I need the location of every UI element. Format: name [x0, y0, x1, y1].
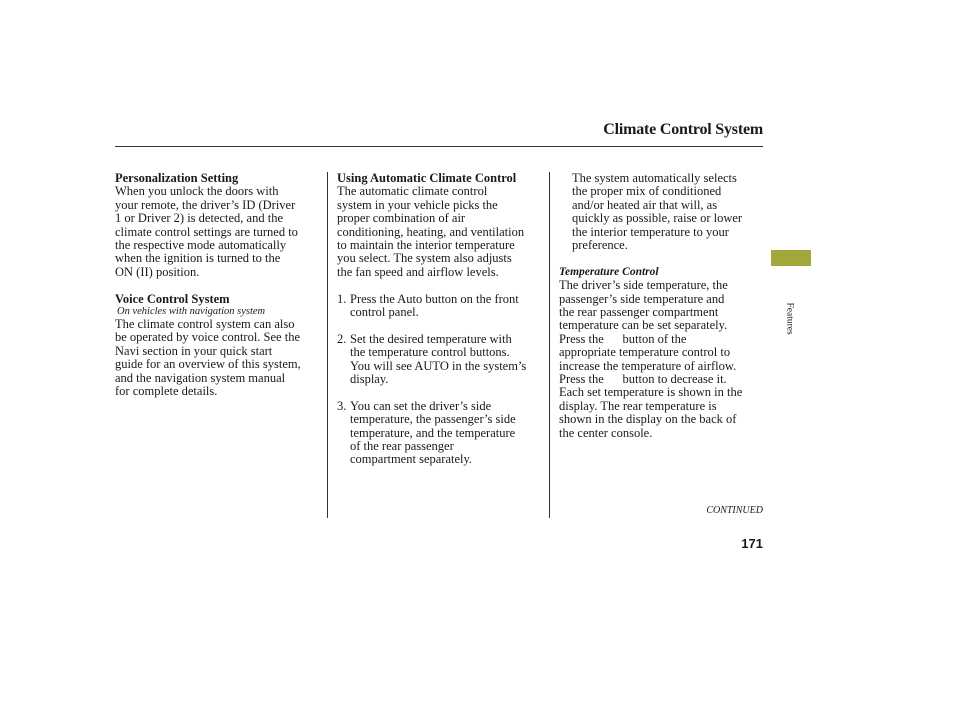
temperature-control-line: Each set temperature is shown in the: [559, 385, 743, 400]
auto-system-line: and/or heated air that will, as: [572, 197, 718, 212]
spacer: [559, 252, 765, 265]
page-number: 171: [741, 536, 763, 551]
section-tab: [771, 250, 811, 266]
step-number: 3.: [337, 398, 347, 413]
personalization-heading: Personalization Setting: [115, 171, 239, 185]
personalization-line: When you unlock the doors with: [115, 184, 279, 199]
voice-control-line: guide for an overview of this system,: [115, 357, 301, 372]
voice-control-line: be operated by voice control. See the: [115, 330, 300, 345]
step-line: temperature, and the temperature: [350, 425, 516, 440]
auto-system-line: the interior temperature to your: [572, 224, 729, 239]
temperature-control-line: increase the temperature of airflow.: [559, 358, 737, 373]
automatic-climate-heading: Using Automatic Climate Control: [337, 171, 517, 185]
step-line: display.: [350, 372, 389, 387]
personalization-line: ON (II) position.: [115, 264, 200, 279]
step-number: 2.: [337, 331, 347, 346]
step-line: of the rear passenger: [350, 439, 454, 454]
auto-system-line: quickly as possible, raise or lower: [572, 211, 743, 226]
step-number: 1.: [337, 291, 347, 306]
temperature-control-line: the rear passenger compartment: [559, 305, 719, 320]
step-line: Press the Auto button on the front: [350, 291, 519, 306]
personalization-line: climate control settings are turned to: [115, 224, 298, 239]
temperature-control-line: Press the button to decrease it.: [559, 372, 727, 387]
automatic-climate-line: the fan speed and airflow levels.: [337, 264, 499, 279]
navigation-note: On vehicles with navigation system: [117, 306, 266, 318]
step-line: the temperature control buttons.: [350, 345, 510, 360]
temperature-control-line: appropriate temperature control to: [559, 345, 731, 360]
automatic-climate-line: to maintain the interior temperature: [337, 238, 515, 253]
temperature-control-line: shown in the display on the back of: [559, 412, 737, 427]
page-title: Climate Control System: [603, 121, 763, 138]
temperature-control-heading: Temperature Control: [559, 265, 659, 278]
temperature-control-line: temperature can be set separately.: [559, 318, 728, 333]
section-tab-label: Features: [784, 302, 795, 335]
step-line: You will see AUTO in the system’s: [350, 358, 527, 373]
column-2: [337, 172, 545, 467]
voice-control-heading: Voice Control System: [115, 291, 230, 306]
step-line: control panel.: [350, 305, 419, 320]
auto-system-line: the proper mix of conditioned: [572, 184, 722, 199]
step-line: You can set the driver’s side: [350, 398, 492, 413]
spacer: [337, 279, 545, 292]
automatic-climate-line: conditioning, heating, and ventilation: [337, 224, 525, 239]
automatic-climate-line: The automatic climate control: [337, 184, 488, 199]
temperature-control-line: The driver’s side temperature, the: [559, 278, 728, 293]
temperature-control-line: passenger’s side temperature and: [559, 291, 725, 306]
step-1: [337, 293, 545, 320]
personalization-line: 1 or Driver 2) is detected, and the: [115, 211, 283, 226]
step-line: Set the desired temperature with: [350, 331, 512, 346]
voice-control-line: and the navigation system manual: [115, 370, 286, 385]
auto-system-line: The system automatically selects: [572, 171, 737, 185]
spacer: [337, 386, 545, 399]
automatic-climate-line: you select. The system also adjusts: [337, 251, 512, 266]
voice-control-line: The climate control system can also: [115, 317, 295, 332]
automatic-climate-line: proper combination of air: [337, 211, 466, 226]
voice-control-line: for complete details.: [115, 384, 218, 399]
spacer: [115, 279, 323, 292]
automatic-climate-line: system in your vehicle picks the: [337, 197, 498, 212]
step-3: [337, 400, 545, 467]
column-3: [559, 172, 765, 440]
personalization-line: your remote, the driver’s ID (Driver: [115, 197, 296, 212]
step-line: compartment separately.: [350, 452, 473, 467]
column-1: [115, 172, 323, 398]
auto-system-paragraph: [559, 172, 765, 252]
header-rule: [115, 146, 763, 147]
step-2: [337, 333, 545, 387]
personalization-line: the respective mode automatically: [115, 238, 287, 253]
voice-control-line: Navi section in your quick start: [115, 343, 273, 358]
continued-label: CONTINUED: [706, 505, 763, 516]
personalization-line: when the ignition is turned to the: [115, 251, 281, 266]
column-divider-right: [549, 172, 550, 518]
auto-system-line: preference.: [572, 238, 628, 253]
temperature-control-line: the center console.: [559, 425, 653, 440]
column-divider-left: [327, 172, 328, 518]
temperature-control-line: Press the button of the: [559, 331, 687, 346]
spacer: [337, 319, 545, 332]
temperature-control-line: display. The rear temperature is: [559, 398, 717, 413]
step-line: temperature, the passenger’s side: [350, 412, 516, 427]
